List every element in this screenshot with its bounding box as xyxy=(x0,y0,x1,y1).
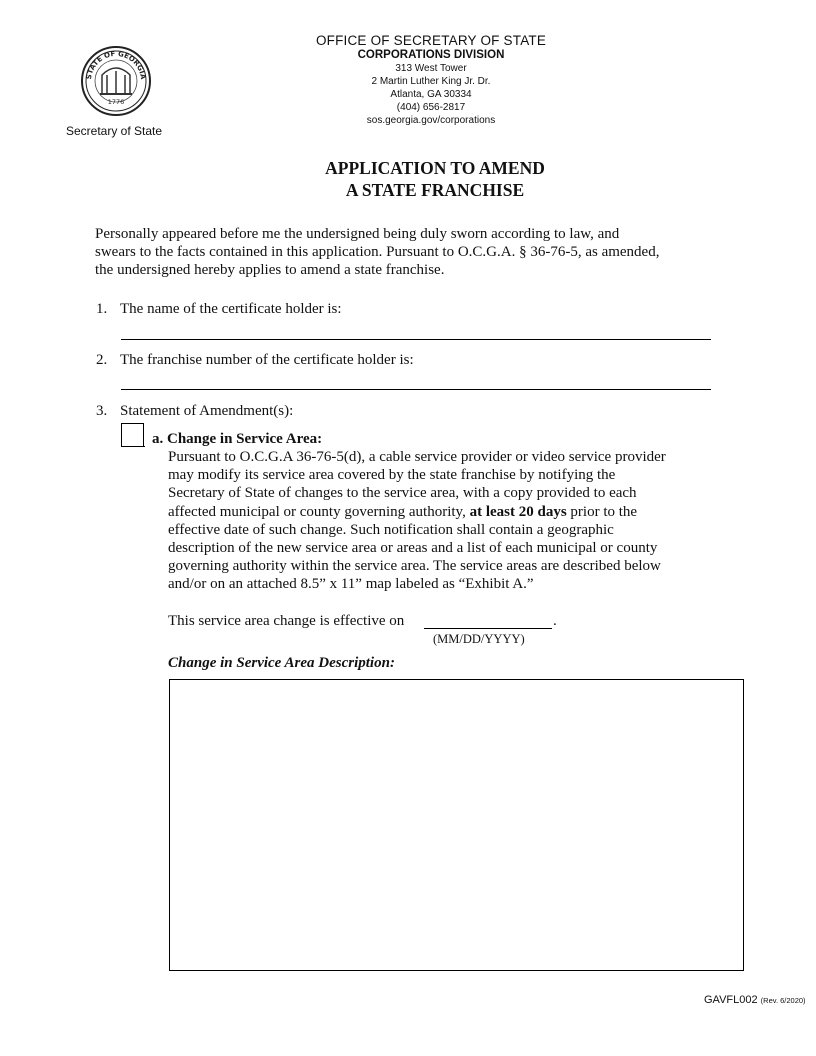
website-url[interactable]: sos.georgia.gov/corporations xyxy=(366,115,496,126)
amend-line-2: may modify its service area covered by the state franchise by notifying the xyxy=(168,467,616,484)
address-line-1: 313 West Tower xyxy=(395,63,467,74)
change-service-area-checkbox[interactable] xyxy=(121,423,144,446)
amend-line-3: Secretary of State of changes to the service area, with a copy provided to each xyxy=(168,485,637,502)
certificate-holder-name-field[interactable] xyxy=(121,339,711,340)
checkbox-underline xyxy=(121,446,145,447)
notice-period-bold: at least 20 days xyxy=(469,503,567,520)
seal-caption: Secretary of State xyxy=(66,124,163,138)
intro-line-1: Personally appeared before me the undersigned being duly sworn according to law, and xyxy=(95,226,620,242)
effective-date-period: . xyxy=(553,613,557,629)
change-service-area-text xyxy=(168,448,728,594)
item-1-number: 1. xyxy=(96,301,108,317)
form-revision: (Rev. 6/2020) xyxy=(760,996,806,1005)
amend-line-7: governing authority within the service area. The service areas are described below xyxy=(168,558,661,575)
division-name: CORPORATIONS DIVISION xyxy=(357,49,505,61)
date-format-hint: (MM/DD/YYYY) xyxy=(433,632,525,646)
amend-line-4 xyxy=(168,503,728,521)
form-code-footer xyxy=(704,994,806,1006)
intro-paragraph xyxy=(95,225,735,279)
form-title-line-2: A STATE FRANCHISE xyxy=(345,180,525,200)
amend-line-4-start: affected municipal or county governing authority, xyxy=(168,503,470,520)
item-2-number: 2. xyxy=(96,352,108,368)
item-3-label: Statement of Amendment(s): xyxy=(120,403,294,419)
item-1-label: The name of the certificate holder is: xyxy=(120,301,342,317)
service-area-description-field[interactable] xyxy=(169,679,744,971)
effective-date-label: This service area change is effective on xyxy=(168,613,405,629)
item-2-label: The franchise number of the certificate holder is: xyxy=(120,352,414,368)
office-name: OFFICE OF SECRETARY OF STATE xyxy=(315,33,547,48)
phone-number: (404) 656-2817 xyxy=(396,102,466,113)
form-code: GAVFL002 xyxy=(704,994,758,1006)
intro-line-3: the undersigned hereby applies to amend a state franchise. xyxy=(95,262,445,278)
change-service-area-heading: a. Change in Service Area: xyxy=(152,431,323,447)
address-line-3: Atlanta, GA 30334 xyxy=(390,89,472,100)
amend-line-4-end: prior to the xyxy=(566,503,638,520)
seal-year: 1776 xyxy=(107,98,125,106)
amend-line-1: Pursuant to O.C.G.A 36-76-5(d), a cable service provider or video service provider xyxy=(168,449,666,465)
intro-line-2: swears to the facts contained in this application. Pursuant to O.C.G.A. § 36-76-5, as amended, xyxy=(95,244,660,260)
seal-text: STATE OF GEORGIA xyxy=(84,49,148,80)
amend-line-6: description of the new service area or areas and a list of each municipal or county xyxy=(168,540,658,557)
franchise-number-field[interactable] xyxy=(121,389,711,390)
form-title-line-1: APPLICATION TO AMEND xyxy=(325,158,545,178)
description-heading: Change in Service Area Description: xyxy=(168,655,395,671)
amend-line-5: effective date of such change. Such notification shall contain a geographic xyxy=(168,521,614,538)
item-3-number: 3. xyxy=(96,403,108,419)
effective-date-field[interactable] xyxy=(424,628,552,629)
amend-line-8: and/or on an attached 8.5” x 11” map labeled as “Exhibit A.” xyxy=(168,576,534,593)
address-line-2: 2 Martin Luther King Jr. Dr. xyxy=(371,76,491,87)
